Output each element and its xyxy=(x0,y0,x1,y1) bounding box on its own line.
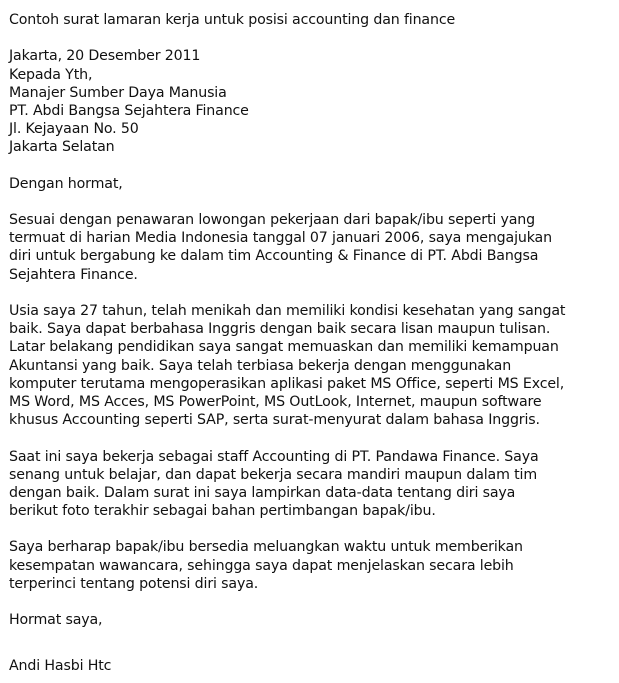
signature-name: Andi Hasbi Htc xyxy=(9,658,112,675)
recipient-line: Jl. Kejayaan No. 50 xyxy=(9,121,139,138)
letter-date: Jakarta, 20 Desember 2011 xyxy=(9,48,201,65)
recipient-block xyxy=(9,66,615,157)
paragraph-closing-request xyxy=(9,538,615,593)
paragraph-current-position xyxy=(9,448,615,521)
paragraph-line: termuat di harian Media Indonesia tanggal 07 januari 2006, saya mengajukan xyxy=(9,230,552,247)
paragraph-line: Saya berharap bapak/ibu bersedia meluangkan waktu untuk memberikan xyxy=(9,539,523,556)
paragraph-line: khusus Accounting seperti SAP, serta surat-menyurat dalam bahasa Inggris. xyxy=(9,412,540,429)
paragraph-line: Sesuai dengan penawaran lowongan pekerjaan dari bapak/ibu seperti yang xyxy=(9,212,535,229)
paragraph-line: Saat ini saya bekerja sebagai staff Accounting di PT. Pandawa Finance. Saya xyxy=(9,448,539,465)
recipient-line: PT. Abdi Bangsa Sejahtera Finance xyxy=(9,102,249,119)
paragraph-line: Sejahtera Finance. xyxy=(9,266,138,283)
paragraph-line: Latar belakang pendidikan saya sangat memuaskan dan memiliki kemampuan xyxy=(9,339,559,356)
paragraph-line: kesempatan wawancara, sehingga saya dapat menjelaskan secara lebih xyxy=(9,557,514,574)
recipient-line: Manajer Sumber Daya Manusia xyxy=(9,84,227,101)
paragraph-qualifications xyxy=(9,302,615,429)
letter-document xyxy=(9,11,615,676)
letter-title: Contoh surat lamaran kerja untuk posisi accounting dan finance xyxy=(9,12,456,28)
salutation: Dengan hormat, xyxy=(9,175,123,192)
paragraph-line: diri untuk bergabung ke dalam tim Accounting & Finance di PT. Abdi Bangsa xyxy=(9,248,539,265)
paragraph-line: MS Word, MS Acces, MS PowerPoint, MS OutLook, Internet, maupun software xyxy=(9,393,542,410)
paragraph-line: dengan baik. Dalam surat ini saya lampirkan data-data tentang diri saya xyxy=(9,484,516,501)
closing: Hormat saya, xyxy=(9,612,103,629)
paragraph-line: Usia saya 27 tahun, telah menikah dan memiliki kondisi kesehatan yang sangat xyxy=(9,303,566,319)
paragraph-line: berikut foto terakhir sebagai bahan pertimbangan bapak/ibu. xyxy=(9,503,436,520)
paragraph-line: baik. Saya dapat berbahasa Inggris dengan baik secara lisan maupun tulisan. xyxy=(9,321,551,338)
paragraph-introduction xyxy=(9,211,615,284)
paragraph-line: komputer terutama mengoperasikan aplikasi paket MS Office, seperti MS Excel, xyxy=(9,375,565,392)
paragraph-line: Akuntansi yang baik. Saya telah terbiasa bekerja dengan menggunakan xyxy=(9,357,512,374)
paragraph-line: terperinci tentang potensi diri saya. xyxy=(9,575,259,592)
recipient-line: Jakarta Selatan xyxy=(9,139,115,156)
recipient-line: Kepada Yth, xyxy=(9,66,93,83)
paragraph-line: senang untuk belajar, dan dapat bekerja secara mandiri maupun dalam tim xyxy=(9,466,537,483)
